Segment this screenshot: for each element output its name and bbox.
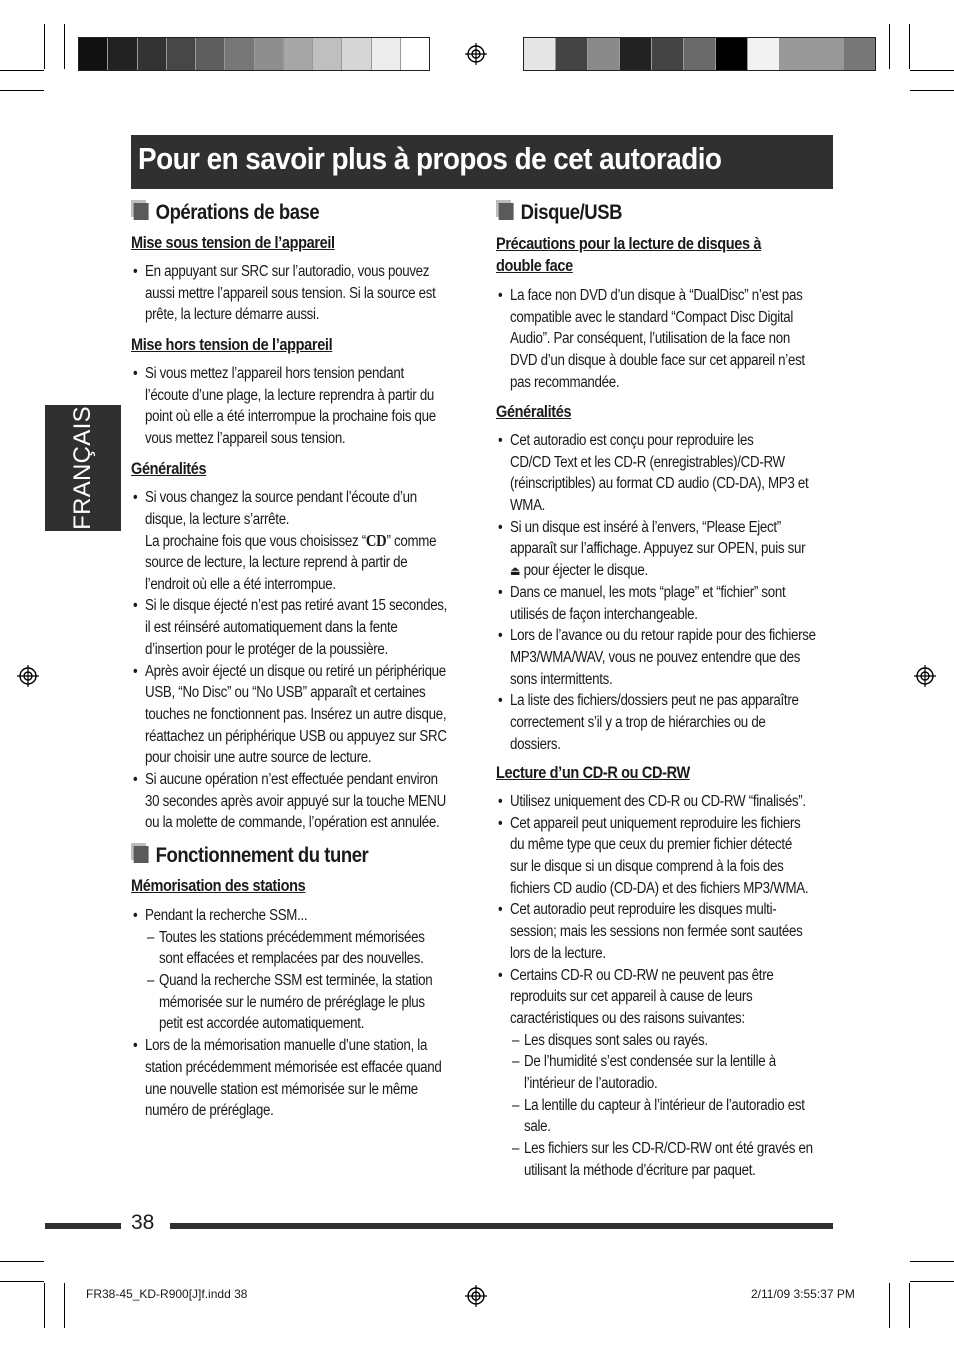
color-swatch <box>372 38 401 70</box>
crop-mark <box>44 1283 45 1328</box>
cd-logo: CD <box>365 531 387 551</box>
color-swatch <box>225 38 254 70</box>
subheading: Mise sous tension de l’appareil <box>131 234 335 252</box>
crop-mark <box>889 1283 890 1328</box>
color-swatch <box>556 38 588 70</box>
paragraph: • Si vous mettez l’appareil hors tension pendant l’écoute d’une plage, la lecture reprendra à partir du point où elle a été interrompue la prochaine fois que vous mettez l’appareil sous tension. <box>145 363 483 450</box>
color-swatch <box>684 38 716 70</box>
section-square-icon <box>134 846 149 863</box>
color-swatch <box>524 38 556 70</box>
crop-mark <box>64 24 65 69</box>
color-swatch <box>196 38 225 70</box>
crop-mark <box>0 1261 44 1262</box>
color-swatch <box>108 38 137 70</box>
color-swatch <box>342 38 371 70</box>
color-calibration-bar-right <box>523 37 876 71</box>
crop-mark <box>910 90 954 91</box>
subheading: Précautions pour la lecture de disques à double face <box>496 235 762 275</box>
crop-mark <box>889 24 890 69</box>
language-tab-label: FRANÇAIS <box>69 406 96 530</box>
color-swatch <box>748 38 780 70</box>
color-swatch <box>79 38 108 70</box>
section-square-icon <box>134 203 149 220</box>
color-swatch <box>588 38 620 70</box>
subheading: Généralités <box>131 460 207 478</box>
bullet-list: • Pendant la recherche SSM... – Toutes les stations précédemment mémorisées sont effacées et remplacées par des nouvelles. – Quand la recherche SSM est terminée, la station mémorisée sur le numéro de préréglage le plus petit est accordée automatiquement. • Lors de la mémorisation manuelle d’une station, la station précédemment mémorisée est effacée quand une nouvelle station est mémorisée sur le même numéro de préréglage. <box>145 905 490 1122</box>
crop-mark <box>909 1283 910 1328</box>
color-swatch <box>652 38 684 70</box>
page-title: Pour en savoir plus à propos de cet autoradio <box>138 141 722 176</box>
crop-mark <box>910 1281 954 1282</box>
subheading: Mise hors tension de l’appareil <box>131 336 333 354</box>
color-swatch <box>844 38 875 70</box>
bullet-list: • Si vous changez la source pendant l’écoute d’un disque, la lecture s’arrête. La prochaine fois que vous choisissez “CD” comme source de lecture, la lecture reprend à partir de l’endroit où elle a été interrompue. • Si le disque éjecté n’est pas retiré avant 15 secondes, il est réinséré automatiquement dans la fente d’insertion pour le protéger de la poussière. • Après avoir éjecté un disque ou retiré un périphérique USB, “No Disc” ou “No USB” apparaît et certaines touches ne fonctionnent pas. Insérez un autre disque, réattachez un périphérique USB ou appuyez sur SRC pour choisir une autre source de lecture. • Si aucune opération n’est effectuée pendant environ 30 secondes après avoir appuyé sur la touche MENU ou la molette de commande, l’opération est annulée. <box>145 487 496 834</box>
registration-mark-icon <box>17 665 39 687</box>
section-heading: Opérations de base <box>131 201 319 225</box>
bullet-list: • Utilisez uniquement des CD-R ou CD-RW “finalisés”. • Cet appareil peut uniquement reproduire les fichiers du même type que ceux du premier fichier détecté sur le disque si un disque comprend à la fois des fichiers CD audio (CD-DA) et des fichiers MP3/WMA. • Cet autoradio peut reproduire les disques multi- session; mais les sessions non fermée sont sautées lors de la lecture. • Certains CD-R ou CD-RW ne peuvent pas être reproduits sur cet appareil à cause de leurs caractéristiques ou des raisons suivantes: – Les disques sont sales ou rayés. – De l’humidité s’est condensée sur la lentille à l’intérieur de l’autoradio. – La lentille du capteur à l’intérieur de l’autoradio est sale. – Les fichiers sur les CD-R/CD-RW ont été gravés en utilisant la méthode d’écriture par paquet. <box>510 791 860 1181</box>
bullet-list: • Cet autoradio est conçu pour reproduire les CD/CD Text et les CD-R (enregistrables)/CD-RW (réinscriptibles) au format CD audio (CD-DA), MP3 et WMA. • Si un disque est inséré à l’envers, “Please Eject” apparaît sur l’affichage. Appuyez sur OPEN, puis sur ⏏ pour éjecter le disque. • Dans ce manuel, les mots “plage” et “fichier” sont utilisés de façon interchangeable. • Lors de l’avance ou du retour rapide pour des fichierse MP3/WMA/WAV, vous ne pouvez entendre que des sons intermittents. • La liste des fichiers/dossiers peut ne pas apparaître correctement s’il y a trop de hiérarchies ou de dossiers. <box>510 430 866 755</box>
color-swatch <box>255 38 284 70</box>
subheading: Généralités <box>496 403 572 421</box>
page-number: 38 <box>131 1211 155 1234</box>
crop-mark <box>44 24 45 69</box>
footer-rule <box>45 1223 121 1229</box>
section-square-icon <box>499 203 514 220</box>
crop-mark <box>910 1261 954 1262</box>
footer-file-info: FR38-45_KD-R900[J]f.indd 38 <box>86 1287 248 1301</box>
section-heading: Disque/USB <box>496 201 622 225</box>
crop-mark <box>0 70 44 71</box>
subheading: Mémorisation des stations <box>131 877 306 895</box>
registration-mark-icon <box>465 43 487 65</box>
crop-mark <box>909 24 910 69</box>
color-swatch <box>620 38 652 70</box>
color-swatch <box>401 38 429 70</box>
registration-mark-icon <box>465 1285 487 1307</box>
crop-mark <box>64 1283 65 1328</box>
crop-mark <box>0 1281 44 1282</box>
language-tab <box>45 405 121 531</box>
eject-icon: ⏏ <box>510 564 521 580</box>
crop-mark <box>910 70 954 71</box>
color-swatch <box>716 38 748 70</box>
color-swatch <box>138 38 167 70</box>
color-swatch <box>812 38 844 70</box>
paragraph: • En appuyant sur SRC sur l’autoradio, vous pouvez aussi mettre l’appareil sous tension. Si la source est prête, la lecture démarre aussi. <box>145 261 483 326</box>
color-swatch <box>313 38 342 70</box>
page-title-bar <box>131 135 833 189</box>
color-calibration-bar-left <box>78 37 430 71</box>
color-swatch <box>780 38 812 70</box>
crop-mark <box>0 90 44 91</box>
subheading: Lecture d’un CD-R ou CD-RW <box>496 764 690 782</box>
registration-mark-icon <box>914 665 936 687</box>
color-swatch <box>284 38 313 70</box>
footer-timestamp: 2/11/09 3:55:37 PM <box>751 1287 855 1301</box>
section-heading: Fonctionnement du tuner <box>131 844 368 868</box>
paragraph: • La face non DVD d’un disque à “DualDisc” n’est pas compatible avec le standard “Compact Disc Digital Audio”. Par conséquent, l’utilisation de la face non DVD d’un disque à double face sur cet appareil n’est pas recommandée. <box>510 285 853 393</box>
footer-rule <box>170 1223 833 1229</box>
color-swatch <box>167 38 196 70</box>
